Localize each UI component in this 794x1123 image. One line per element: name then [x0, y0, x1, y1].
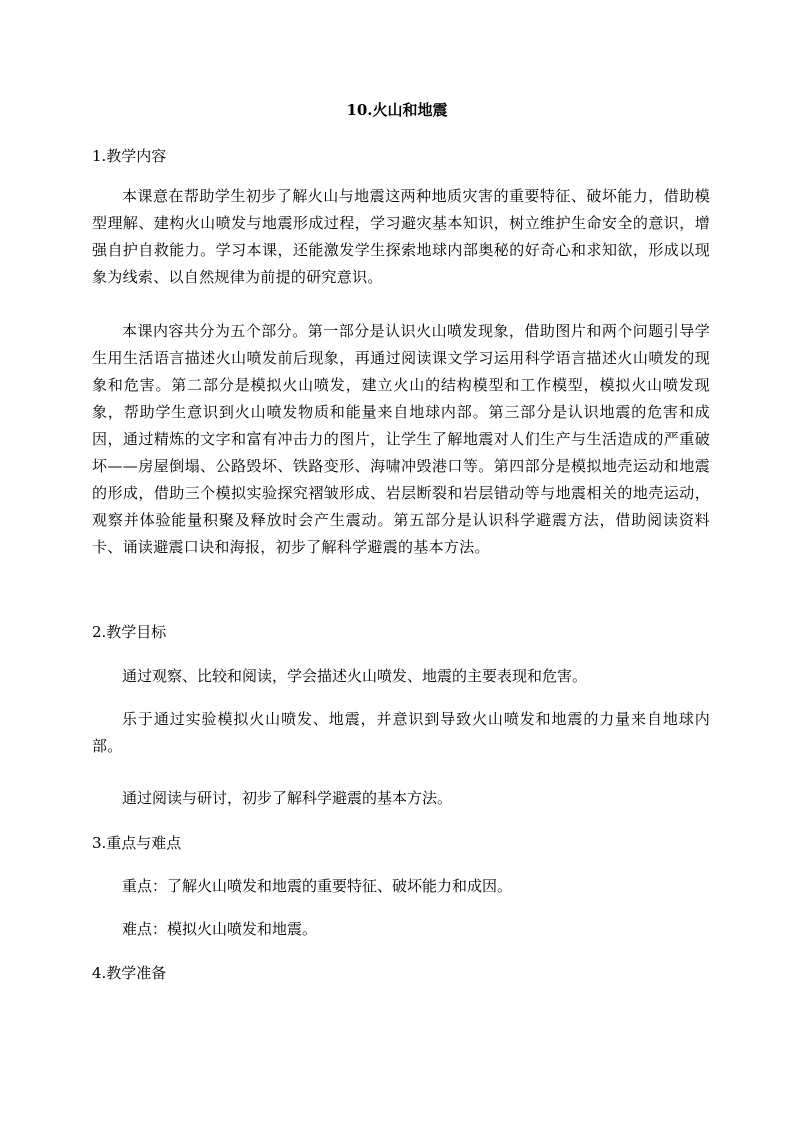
section-heading-teaching-content: 1.教学内容 [92, 147, 167, 165]
paragraph-course-intent: 本课意在帮助学生初步了解火山与地震这两种地质灾害的重要特征、破坏能力，借助模型理解、建构火山喷发与地震形成过程，学习避灾基本知识，树立维护生命安全的意识，增强自护自救能力。学习本课，还能激发学生探索地球内部奥秘的好奇心和求知欲，形成以现象为线索、以自然规律为前提的研究意识。 [92, 187, 710, 286]
goal-item-observe: 通过观察、比较和阅读，学会描述火山喷发、地震的主要表现和危害。 [122, 667, 588, 685]
paragraph-course-structure: 本课内容共分为五个部分。第一部分是认识火山喷发现象，借助图片和两个问题引导学生用生活语言描述火山喷发前后现象，再通过阅读课文学习运用科学语言描述火山喷发的现象和危害。第二部分是模拟火山喷发，建立火山的结构模型和工作模型，模拟火山喷发现象，帮助学生意识到火山喷发物质和能量来自地球内部。第三部分是认识地震的危害和成因，通过精炼的文字和富有冲击力的图片，让学生了解地震对人们生产与生活造成的严重破坏——房屋倒塌、公路毁坏、铁路变形、海啸冲毁港口等。第四部分是模拟地壳运动和地震的形成，借助三个模拟实验探究褶皱形成、岩层断裂和岩层错动等与地震相关的地壳运动，观察并体验能量积聚及释放时会产生震动。第五部分是认识科学避震方法，借助阅读资料卡、诵读避震口诀和海报，初步了解科学避震的基本方法。 [92, 322, 710, 556]
key-point-item: 重点：了解火山喷发和地震的重要特征、破坏能力和成因。 [122, 877, 513, 895]
goal-item-reading: 通过阅读与研讨，初步了解科学避震的基本方法。 [122, 789, 453, 807]
section-heading-preparation: 4.教学准备 [92, 964, 167, 982]
difficulty-item: 难点：模拟火山喷发和地震。 [122, 920, 318, 938]
section-heading-key-points: 3.重点与难点 [92, 834, 182, 852]
document-title: 10.火山和地震 [346, 101, 448, 119]
goal-item-experiment: 乐于通过实验模拟火山喷发、地震，并意识到导致火山喷发和地震的力量来自地球内部。 [92, 710, 710, 755]
section-heading-teaching-goals: 2.教学目标 [92, 623, 167, 641]
